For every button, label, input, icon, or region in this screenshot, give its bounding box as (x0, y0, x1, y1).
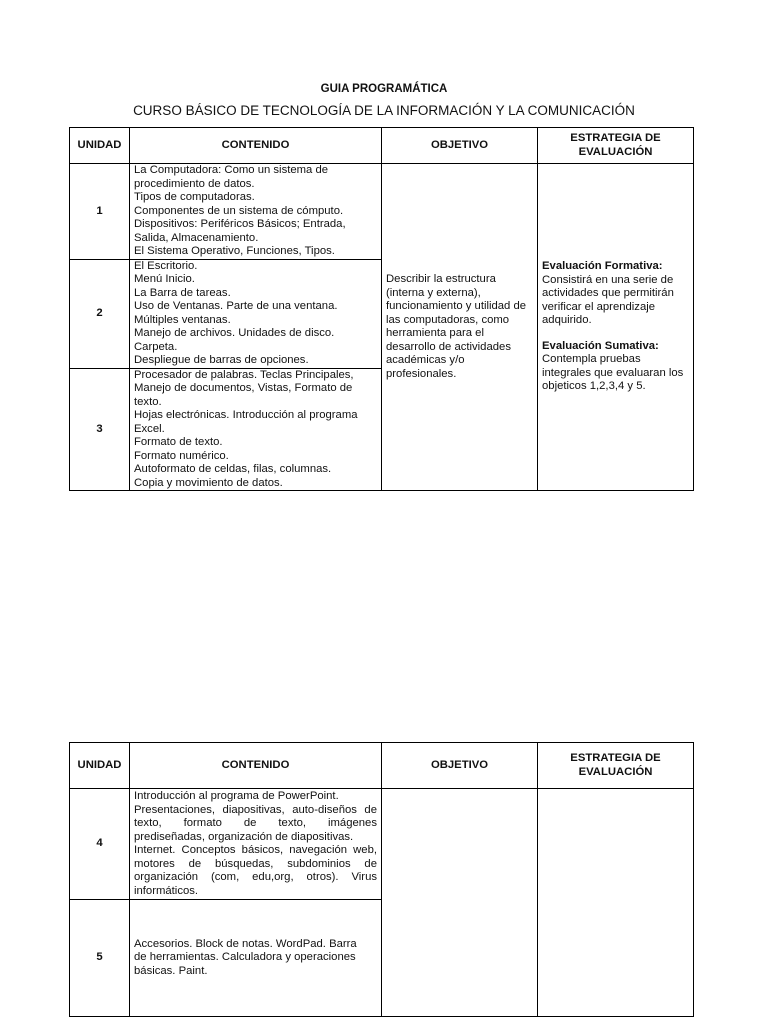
content-line: Autoformato de celdas, filas, columnas. (134, 463, 332, 475)
content-line: Introducción al programa de PowerPoint. (134, 790, 339, 802)
content-line: motores de búsquedas, subdominios de (134, 857, 377, 870)
strategy-line: adquirido. (542, 314, 592, 327)
table-header-row (70, 128, 694, 164)
objective-line: (interna y externa), (386, 286, 481, 299)
strategy-line: integrales que evaluaran los (542, 366, 684, 379)
program-table-1 (69, 127, 694, 491)
unit-content (130, 259, 382, 368)
content-line: básicas. Paint. (134, 964, 208, 977)
objective-cell (382, 164, 538, 491)
strategy-line: Consistirá en una serie de (542, 273, 674, 286)
content-line: texto, formato de texto, imágenes (134, 817, 377, 829)
header-estrategia (538, 128, 694, 164)
content-line: La Barra de tareas. (134, 286, 231, 299)
unit-content (130, 368, 382, 491)
content-line: El Sistema Operativo, Funciones, Tipos. (134, 245, 335, 257)
content-line: Excel. (134, 422, 165, 435)
content-line: Dispositivos: Periféricos Básicos; Entrada, (134, 218, 346, 230)
content-line: Hojas electrónicas. Introducción al programa (134, 409, 358, 421)
objective-line: las computadoras, como (386, 313, 510, 326)
unit-number: 2 (70, 259, 130, 368)
content-line: Despliegue de barras de opciones. (134, 354, 309, 366)
content-line: Tipos de computadoras. (134, 191, 255, 203)
document-subtitle: CURSO BÁSICO DE TECNOLOGÍA DE LA INFORMACIÓN Y LA COMUNICACIÓN (133, 103, 635, 118)
table-header-row (70, 743, 694, 789)
objective-line: profesionales. (386, 367, 457, 380)
objective-line: funcionamiento y utilidad de (386, 300, 527, 312)
header-unidad: UNIDAD (70, 128, 130, 164)
content-line: Procesador de palabras. Teclas Principales, (134, 368, 354, 381)
strategy-line: actividades que permitirán (542, 287, 674, 300)
unit-number: 3 (70, 368, 130, 491)
objective-cell (382, 789, 538, 1017)
header-unidad: UNIDAD (70, 743, 130, 789)
strategy-cell (538, 789, 694, 1017)
strategy-line: objeticos 1,2,3,4 y 5. (542, 380, 646, 393)
content-line: informáticos. (134, 884, 199, 897)
content-line: Internet. Conceptos básicos, navegación web, (134, 844, 377, 856)
content-line: Múltiples ventanas. (134, 313, 231, 326)
header-estrategia-line2: EVALUACIÓN (578, 765, 653, 778)
formativa-title: Evaluación Formativa: (542, 260, 663, 273)
content-line: texto. (134, 395, 162, 408)
objective-line: desarrollo de actividades (386, 340, 511, 353)
strategy-spacer (542, 328, 689, 340)
content-line: prediseñadas, organización de diapositivas. (134, 830, 354, 843)
content-line: organización (com, edu,org, otros). Virus (134, 871, 377, 883)
content-line: Manejo de documentos, Vistas, Formato de (134, 382, 353, 394)
content-line: Formato de texto. (134, 436, 223, 448)
header-estrategia (538, 743, 694, 789)
content-line: Copia y movimiento de datos. (134, 476, 283, 489)
objective-line: Describir la estructura (386, 273, 496, 285)
header-objetivo: OBJETIVO (382, 743, 538, 789)
content-line: Presentaciones, diapositivas, auto-diseños de (134, 803, 377, 816)
header-estrategia-line1: ESTRATEGIA DE (570, 132, 661, 144)
unit-number: 5 (70, 900, 130, 1017)
document-title: GUIA PROGRAMÁTICA (320, 83, 448, 95)
sumativa-title: Evaluación Sumativa: (542, 339, 659, 352)
header-estrategia-line1: ESTRATEGIA DE (570, 752, 661, 764)
unit-content (130, 789, 382, 900)
content-line: Salida, Almacenamiento. (134, 231, 259, 244)
unit-content (130, 900, 382, 1017)
header-objetivo: OBJETIVO (382, 128, 538, 164)
header-contenido: CONTENIDO (130, 128, 382, 164)
program-table-2 (69, 742, 694, 1017)
strategy-line: verificar el aprendizaje (542, 300, 656, 313)
content-line: La Computadora: Como un sistema de (134, 164, 329, 176)
objective-line: herramienta para el (386, 327, 484, 339)
header-contenido: CONTENIDO (130, 743, 382, 789)
content-line: Manejo de archivos. Unidades de disco. (134, 327, 335, 339)
content-line: procedimiento de datos. (134, 177, 255, 190)
content-line: Formato numérico. (134, 449, 229, 462)
unit-number: 4 (70, 789, 130, 900)
header-estrategia-line2: EVALUACIÓN (578, 145, 653, 158)
content-line: Uso de Ventanas. Parte de una ventana. (134, 300, 338, 312)
strategy-cell (538, 164, 694, 491)
table-row (70, 789, 694, 900)
content-line: Componentes de un sistema de cómputo. (134, 204, 344, 217)
content-line: Menú Inicio. (134, 273, 195, 285)
objective-line: académicas y/o (386, 354, 465, 366)
content-line: de herramientas. Calculadora y operaciones (134, 951, 356, 964)
unit-content (130, 164, 382, 260)
strategy-line: Contempla pruebas (542, 353, 641, 366)
content-line: Carpeta. (134, 340, 178, 353)
content-line: Accesorios. Block de notas. WordPad. Barra (134, 937, 357, 950)
unit-number: 1 (70, 164, 130, 260)
table-row (70, 164, 694, 260)
content-line: El Escritorio. (134, 259, 198, 272)
